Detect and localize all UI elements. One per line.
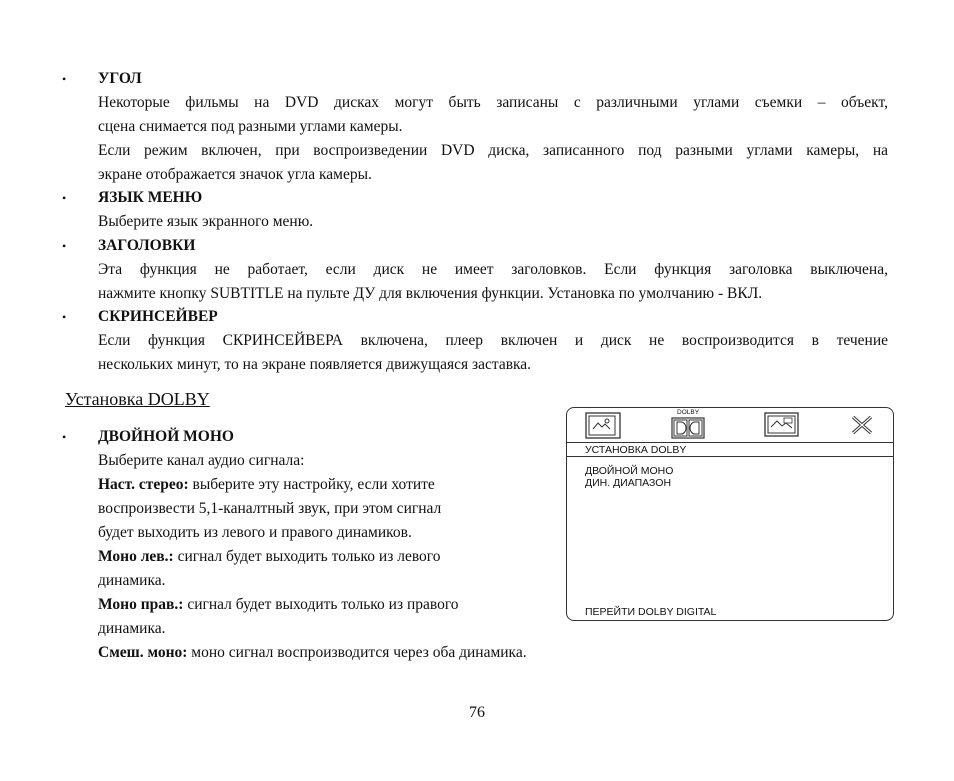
osd-header: УСТАНОВКА DOLBY <box>585 444 687 456</box>
term-desc: моно сигнал воспроизводится через оба динамика. <box>187 644 527 661</box>
term-desc: сигнал будет выходить только из левого <box>173 548 441 565</box>
section-screensaver <box>62 305 888 377</box>
osd-icon-bar <box>567 408 893 442</box>
dolby-icon[interactable] <box>671 417 705 439</box>
paragraph-line: воспроизвести 5,1-каналтный звук, при этом сигнал <box>98 500 442 517</box>
term-desc: сигнал будет выходить только из правого <box>183 596 459 613</box>
osd-menu-item-dynamic-range[interactable]: ДИН. ДИАПАЗОН <box>585 477 672 489</box>
term: Наст. стерео: <box>98 476 189 493</box>
bullet-icon: • <box>62 191 67 205</box>
paragraph-line: Некоторые фильмы на DVD дисках могут быть записаны с различными углами съемки – объект, <box>98 94 888 111</box>
paragraph-line: нескольких минут, то на экране появляется движущаяся заставка. <box>98 356 532 373</box>
paragraph-line <box>98 593 568 617</box>
term: Моно прав.: <box>98 596 184 613</box>
paragraph-line: Выберите язык экранного меню. <box>98 213 314 230</box>
bullet-icon: • <box>62 310 67 324</box>
section-heading: УГОЛ <box>98 70 142 87</box>
paragraph-line: Выберите канал аудио сигнала: <box>98 452 305 469</box>
osd-divider <box>567 442 893 443</box>
paragraph-line: Эта функция не работает, если диск не имеет заголовков. Если функция заголовка выключена, <box>98 261 888 278</box>
section-angle <box>62 67 888 187</box>
exit-icon[interactable] <box>850 414 874 436</box>
term: Смеш. моно: <box>98 644 188 661</box>
paragraph-line <box>98 641 568 665</box>
section-heading: ЯЗЫК МЕНЮ <box>98 189 203 206</box>
section-heading: ЗАГОЛОВКИ <box>98 237 196 254</box>
paragraph-line: Если режим включен, при воспроизведении DVD диска, записанного под разными углами камеры, на <box>98 142 888 159</box>
term: Моно лев.: <box>98 548 174 565</box>
paragraph-line: динамика. <box>98 572 166 589</box>
paragraph-line: динамика. <box>98 620 166 637</box>
paragraph-line <box>98 545 568 569</box>
paragraph-line: сцена снимается под разными углами камеры. <box>98 118 403 135</box>
section-menu-language <box>62 186 888 234</box>
dolby-section-title: Установка DOLBY <box>65 389 210 409</box>
section-heading: ДВОЙНОЙ МОНО <box>98 428 234 445</box>
paragraph-line <box>98 473 568 497</box>
bullet-icon: • <box>62 430 67 444</box>
paragraph-line: будет выходить из левого и правого динамиков. <box>98 524 412 541</box>
dolby-dual-mono-section <box>62 425 568 665</box>
video-setup-icon[interactable] <box>764 412 800 438</box>
section-heading: СКРИНСЕЙВЕР <box>98 308 218 325</box>
osd-menu-panel <box>566 407 894 621</box>
term-desc: выберите эту настройку, если хотите <box>188 476 435 493</box>
osd-footer: ПЕРЕЙТИ DOLBY DIGITAL <box>585 606 717 618</box>
osd-divider <box>567 456 893 457</box>
paragraph-line: экране отображается значок угла камеры. <box>98 166 372 183</box>
page-number: 76 <box>469 704 485 721</box>
dolby-tab-label: DOLBY <box>677 409 700 416</box>
tv-setup-icon <box>585 412 623 440</box>
bullet-icon: • <box>62 72 67 86</box>
bullet-icon: • <box>62 239 67 253</box>
osd-menu-item-dual-mono[interactable]: ДВОЙНОЙ МОНО <box>585 465 674 477</box>
paragraph-line: Если функция СКРИНСЕЙВЕРА включена, плеер включен и диск не воспроизводится в течение <box>98 332 888 349</box>
paragraph-line: нажмите кнопку SUBTITLE на пульте ДУ для включения функции. Установка по умолчанию - ВКЛ. <box>98 285 763 302</box>
section-titles <box>62 234 888 306</box>
